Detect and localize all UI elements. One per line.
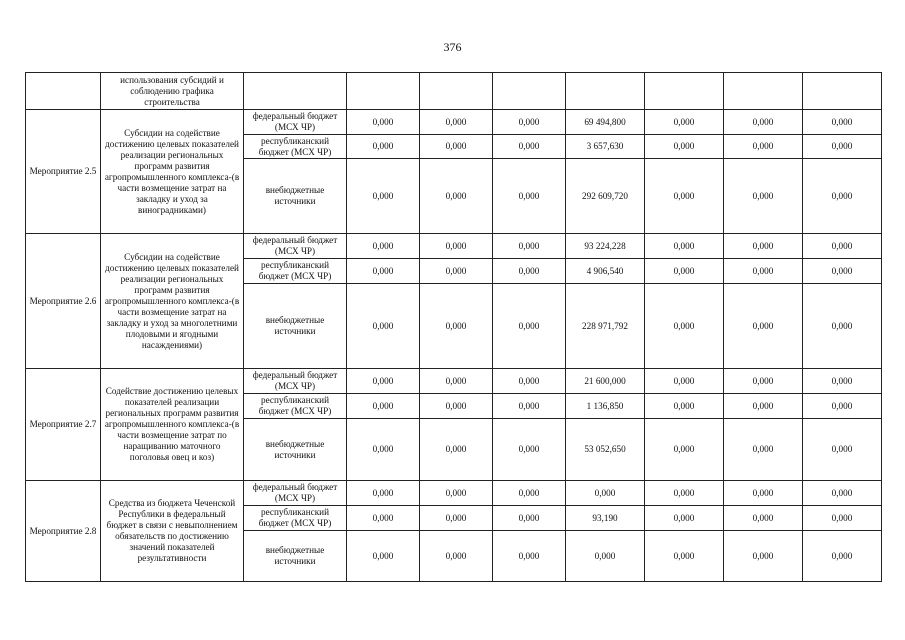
value-cell: 0,000: [347, 369, 420, 394]
source-cell: федеральный бюджет (МСХ ЧР): [244, 234, 347, 259]
value-cell: 0,000: [724, 369, 803, 394]
value-cell: 0,000: [645, 159, 724, 234]
value-cell: 0,000: [420, 135, 493, 159]
value-cell: 228 971,792: [566, 284, 645, 369]
value-cell: 0,000: [645, 259, 724, 284]
value-cell: 0,000: [803, 110, 882, 135]
value-cell: 0,000: [645, 531, 724, 582]
source-cell: внебюджетные источники: [244, 159, 347, 234]
value-cell: 53 052,650: [566, 419, 645, 481]
value-cell: 0,000: [493, 531, 566, 582]
value-cell: 0,000: [803, 531, 882, 582]
source-cell: федеральный бюджет (МСХ ЧР): [244, 481, 347, 506]
value-cell: 0,000: [724, 110, 803, 135]
value-cell: 0,000: [724, 135, 803, 159]
description-cell: использования субсидий и соблюдению графика строительства: [101, 73, 244, 110]
value-cell: 0,000: [645, 110, 724, 135]
value-cell: 0,000: [420, 481, 493, 506]
value-cell: 0,000: [724, 394, 803, 419]
value-cell: [420, 73, 493, 110]
value-cell: 0,000: [347, 110, 420, 135]
value-cell: 4 906,540: [566, 259, 645, 284]
event-cell: [26, 73, 101, 110]
value-cell: 0,000: [803, 234, 882, 259]
table-row: [26, 110, 882, 135]
value-cell: 0,000: [420, 419, 493, 481]
value-cell: 0,000: [645, 135, 724, 159]
value-cell: 0,000: [566, 531, 645, 582]
value-cell: 0,000: [420, 531, 493, 582]
value-cell: 0,000: [493, 394, 566, 419]
value-cell: 0,000: [724, 259, 803, 284]
value-cell: [493, 73, 566, 110]
description-cell: Средства из бюджета Чеченской Республики в федеральный бюджет в связи с невыполнением обязательств по достижению значений показателей результативности: [101, 481, 244, 582]
value-cell: 0,000: [420, 159, 493, 234]
page-number: 376: [443, 40, 462, 54]
value-cell: 0,000: [420, 369, 493, 394]
source-cell: республиканский бюджет (МСХ ЧР): [244, 135, 347, 159]
event-cell: Мероприятие 2.7: [26, 369, 101, 481]
value-cell: 0,000: [493, 110, 566, 135]
event-cell: Мероприятие 2.6: [26, 234, 101, 369]
value-cell: 0,000: [803, 394, 882, 419]
description-cell: Субсидии на содействие достижению целевых показателей реализации региональных программ развития агропромышленного комплекса-(в части возмещение затрат на закладку и уход за многолетними плодовыми и ягодными насаждениями): [101, 234, 244, 369]
description-cell: Содействие достижению целевых показателей реализации региональных программ развития агропромышленного комплекса-(в части возмещение затрат по наращиванию маточного поголовья овец и коз): [101, 369, 244, 481]
source-cell: республиканский бюджет (МСХ ЧР): [244, 259, 347, 284]
value-cell: 1 136,850: [566, 394, 645, 419]
value-cell: 0,000: [420, 394, 493, 419]
source-cell: внебюджетные источники: [244, 531, 347, 582]
budget-table: [25, 72, 882, 582]
value-cell: 0,000: [420, 284, 493, 369]
value-cell: 0,000: [724, 234, 803, 259]
value-cell: 0,000: [724, 531, 803, 582]
value-cell: 0,000: [803, 369, 882, 394]
value-cell: 0,000: [493, 506, 566, 531]
value-cell: 0,000: [420, 110, 493, 135]
value-cell: 0,000: [803, 284, 882, 369]
value-cell: 0,000: [347, 419, 420, 481]
value-cell: 0,000: [645, 506, 724, 531]
value-cell: 292 609,720: [566, 159, 645, 234]
value-cell: 0,000: [493, 369, 566, 394]
value-cell: 0,000: [724, 419, 803, 481]
value-cell: 0,000: [803, 419, 882, 481]
value-cell: 0,000: [493, 234, 566, 259]
value-cell: [724, 73, 803, 110]
value-cell: 93,190: [566, 506, 645, 531]
value-cell: [347, 73, 420, 110]
value-cell: 0,000: [347, 531, 420, 582]
value-cell: 0,000: [493, 259, 566, 284]
value-cell: 93 224,228: [566, 234, 645, 259]
value-cell: 0,000: [347, 259, 420, 284]
event-cell: Мероприятие 2.8: [26, 481, 101, 582]
value-cell: 0,000: [566, 481, 645, 506]
event-cell: Мероприятие 2.5: [26, 110, 101, 234]
value-cell: 0,000: [347, 481, 420, 506]
value-cell: 0,000: [493, 159, 566, 234]
value-cell: [803, 73, 882, 110]
value-cell: 0,000: [493, 284, 566, 369]
value-cell: 0,000: [645, 394, 724, 419]
source-cell: [244, 73, 347, 110]
value-cell: 0,000: [803, 259, 882, 284]
value-cell: 0,000: [803, 481, 882, 506]
value-cell: 0,000: [493, 481, 566, 506]
description-cell: Субсидии на содействие достижению целевых показателей реализации региональных программ развития агропромышленного комплекса-(в части возмещение затрат на закладку и уход за виноградниками): [101, 110, 244, 234]
value-cell: 0,000: [347, 234, 420, 259]
value-cell: 0,000: [724, 506, 803, 531]
source-cell: федеральный бюджет (МСХ ЧР): [244, 369, 347, 394]
value-cell: 0,000: [645, 419, 724, 481]
value-cell: 0,000: [645, 369, 724, 394]
value-cell: 69 494,800: [566, 110, 645, 135]
source-cell: федеральный бюджет (МСХ ЧР): [244, 110, 347, 135]
table-row: [26, 369, 882, 394]
source-cell: внебюджетные источники: [244, 284, 347, 369]
value-cell: 0,000: [803, 159, 882, 234]
value-cell: 0,000: [645, 234, 724, 259]
source-cell: республиканский бюджет (МСХ ЧР): [244, 394, 347, 419]
value-cell: 0,000: [724, 159, 803, 234]
value-cell: 0,000: [803, 506, 882, 531]
value-cell: 0,000: [645, 284, 724, 369]
value-cell: 0,000: [347, 135, 420, 159]
value-cell: 0,000: [347, 394, 420, 419]
value-cell: [645, 73, 724, 110]
value-cell: 0,000: [645, 481, 724, 506]
table-row: [26, 234, 882, 259]
source-cell: внебюджетные источники: [244, 419, 347, 481]
value-cell: [566, 73, 645, 110]
value-cell: 3 657,630: [566, 135, 645, 159]
value-cell: 0,000: [493, 135, 566, 159]
value-cell: 0,000: [347, 506, 420, 531]
source-cell: республиканский бюджет (МСХ ЧР): [244, 506, 347, 531]
value-cell: 0,000: [724, 284, 803, 369]
value-cell: 0,000: [420, 259, 493, 284]
value-cell: 0,000: [347, 284, 420, 369]
value-cell: 0,000: [803, 135, 882, 159]
value-cell: 0,000: [420, 234, 493, 259]
value-cell: 0,000: [724, 481, 803, 506]
value-cell: 0,000: [420, 506, 493, 531]
value-cell: 21 600,000: [566, 369, 645, 394]
value-cell: 0,000: [493, 419, 566, 481]
table-row: [26, 481, 882, 506]
table-row-continuation: [26, 73, 882, 110]
value-cell: 0,000: [347, 159, 420, 234]
